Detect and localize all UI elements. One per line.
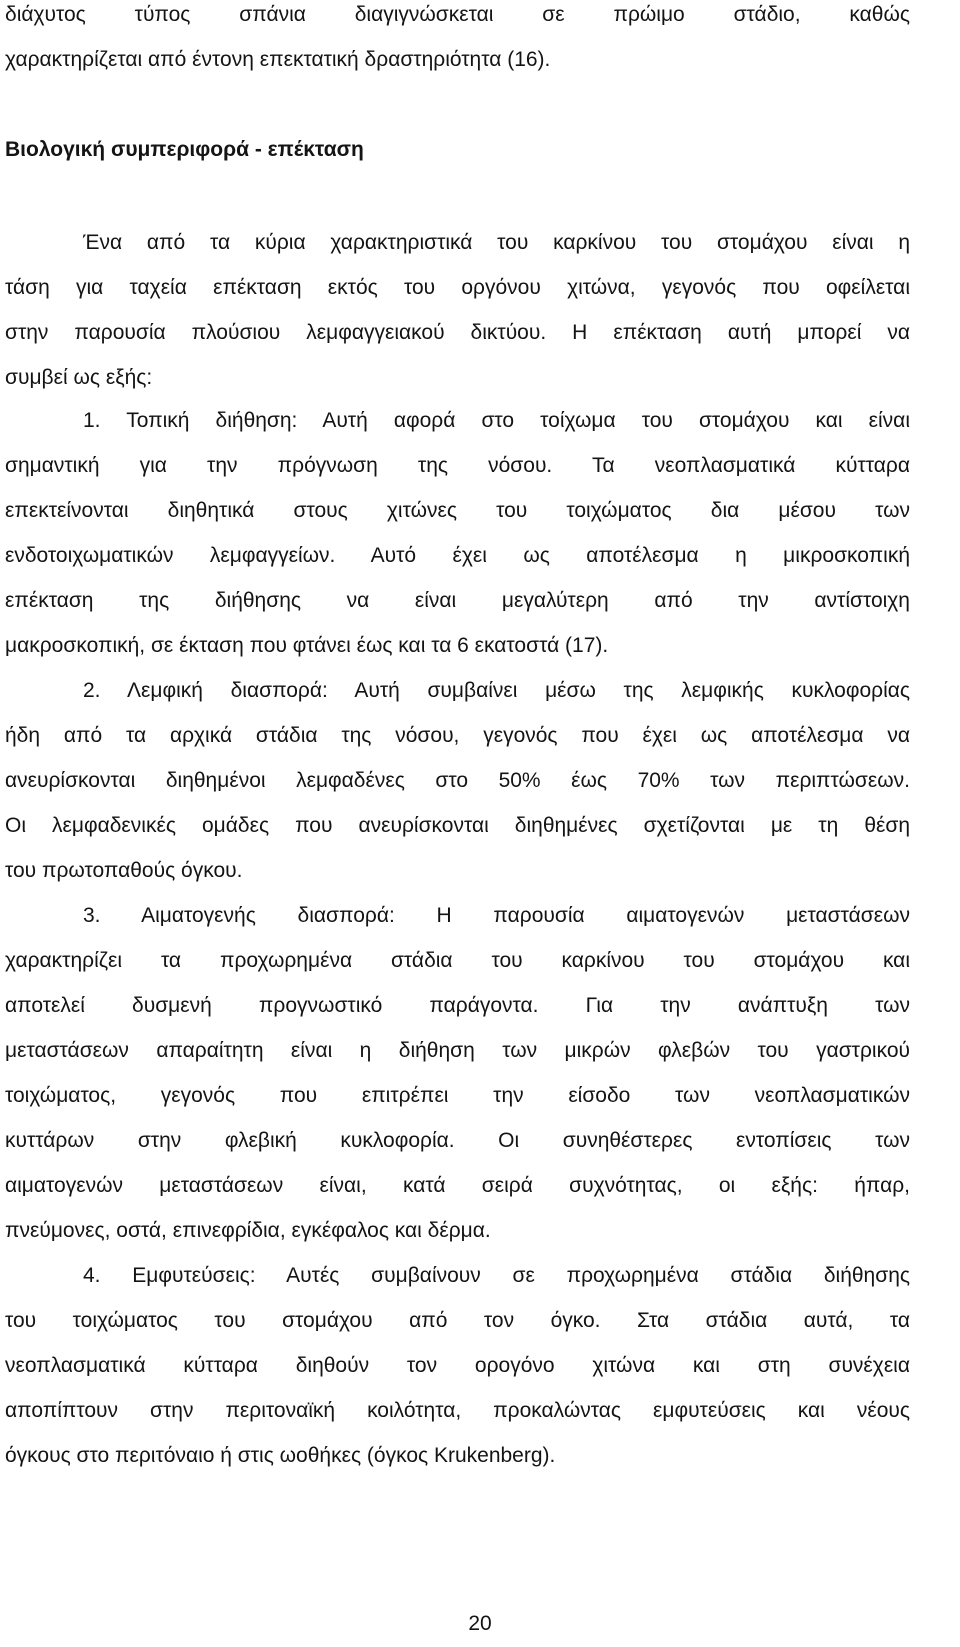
list-item-line: ήδη από τα αρχικά στάδια της νόσου, γεγονός που έχει ως αποτέλεσμα να [5, 724, 910, 747]
list-item-line: 1. Τοπική διήθηση: Αυτή αφορά στο τοίχωμα του στομάχου και είναι [83, 409, 910, 432]
text-line: διάχυτος τύπος σπάνια διαγιγνώσκεται σε πρώιμο στάδιο, καθώς [5, 3, 910, 26]
list-item-line: 4. Εμφυτεύσεις: Αυτές συμβαίνουν σε προχωρημένα στάδια διήθησης [83, 1264, 910, 1287]
page-number: 20 [468, 1612, 492, 1635]
list-item-line: τοιχώματος, γεγονός που επιτρέπει την είσοδο των νεοπλασματικών [5, 1084, 910, 1107]
list-item-line: 3. Αιματογενής διασπορά: Η παρουσία αιματογενών μεταστάσεων [83, 904, 910, 927]
list-item-line: 2. Λεμφική διασπορά: Αυτή συμβαίνει μέσω της λεμφικής κυκλοφορίας [83, 679, 910, 702]
list-item-line: χαρακτηρίζει τα προχωρημένα στάδια του καρκίνου του στομάχου και [5, 949, 910, 972]
list-item-line: του πρωτοπαθούς όγκου. [5, 859, 243, 882]
text-line: συμβεί ως εξής: [5, 366, 153, 389]
list-item-line: του τοιχώματος του στομάχου από τον όγκο. Στα στάδια αυτά, τα [5, 1309, 910, 1332]
list-item-line: επεκτείνονται διηθητικά στους χιτώνες του τοιχώματος δια μέσου των [5, 499, 910, 522]
list-item-line: πνεύμονες, οστά, επινεφρίδια, εγκέφαλος και δέρμα. [5, 1219, 491, 1242]
list-item-line: αποπίπτουν στην περιτοναϊκή κοιλότητα, προκαλώντας εμφυτεύσεις και νέους [5, 1399, 910, 1422]
list-item-line: όγκους στο περιτόναιο ή στις ωοθήκες (όγκος Krukenberg). [5, 1444, 556, 1467]
list-item-line: επέκταση της διήθησης να είναι μεγαλύτερη από την αντίστοιχη [5, 589, 910, 612]
text-line: στην παρουσία πλούσιου λεμφαγγειακού δικτύου. Η επέκταση αυτή μπορεί να [5, 321, 910, 344]
list-item-line: σημαντική για την πρόγνωση της νόσου. Τα νεοπλασματικά κύτταρα [5, 454, 910, 477]
list-item-line: μακροσκοπική, σε έκταση που φτάνει έως και τα 6 εκατοστά (17). [5, 634, 609, 657]
section-heading: Βιολογική συμπεριφορά - επέκταση [5, 138, 364, 161]
text-line: χαρακτηρίζεται από έντονη επεκτατική δραστηριότητα (16). [5, 48, 551, 71]
list-item-line: κυττάρων στην φλεβική κυκλοφορία. Οι συνηθέστερες εντοπίσεις των [5, 1129, 910, 1152]
list-item-line: ανευρίσκονται διηθημένοι λεμφαδένες στο 50% έως 70% των περιπτώσεων. [5, 769, 910, 792]
text-line: Ένα από τα κύρια χαρακτηριστικά του καρκίνου του στομάχου είναι η [83, 231, 910, 254]
list-item-line: Οι λεμφαδενικές ομάδες που ανευρίσκονται διηθημένες σχετίζονται με τη θέση [5, 814, 910, 837]
text-line: τάση για ταχεία επέκταση εκτός του οργόνου χιτώνα, γεγονός που οφείλεται [5, 276, 910, 299]
list-item-line: νεοπλασματικά κύτταρα διηθούν τον ορογόνο χιτώνα και στη συνέχεια [5, 1354, 910, 1377]
list-item-line: μεταστάσεων απαραίτητη είναι η διήθηση των μικρών φλεβών του γαστρικού [5, 1039, 910, 1062]
list-item-line: αιματογενών μεταστάσεων είναι, κατά σειρά συχνότητας, οι εξής: ήπαρ, [5, 1174, 910, 1197]
list-item-line: ενδοτοιχωματικών λεμφαγγείων. Αυτό έχει ως αποτέλεσμα η μικροσκοπική [5, 544, 910, 567]
list-item-line: αποτελεί δυσμενή προγνωστικό παράγοντα. Για την ανάπτυξη των [5, 994, 910, 1017]
